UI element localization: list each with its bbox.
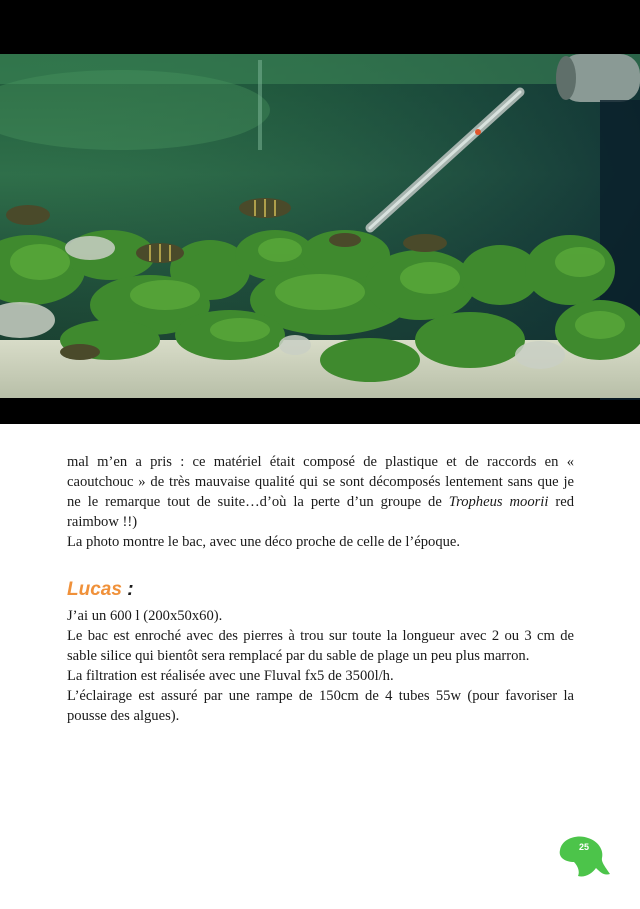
section-line-1: J’ai un 600 l (200x50x60). (67, 608, 223, 624)
section-heading (67, 578, 574, 602)
section-line-4: L’éclairage est assuré par une rampe de 150cm de 4 tubes 55w (pour favoriser la pousse des algues). (67, 688, 574, 724)
paragraph-1 (67, 452, 574, 532)
section-line-2: Le bac est enroché avec des pierres à trou sur toute la longueur avec 2 ou 3 cm de sable silice qui bientôt sera remplacé par du sable de plage un peu plus marron. (67, 628, 574, 664)
section-heading-colon: : (121, 579, 134, 600)
fish-logo-icon (556, 832, 612, 882)
page-number: 25 (578, 842, 589, 852)
section-line-3: La filtration est réalisée avec une Fluval fx5 de 3500l/h. (67, 668, 394, 684)
article-body (67, 452, 574, 726)
paragraph-1-end: red raimbow !!) (67, 494, 574, 530)
paragraph-1-text: mal m’en a pris : ce matériel était composé de plastique et de raccords en « caoutchouc » de très mauvaise qualité qui se sont décomposés lentement sans que je ne le remarque tout de suite…d’où la perte d’un groupe de (67, 454, 574, 510)
aquarium-photo (0, 0, 640, 424)
section-heading-name: Lucas (67, 579, 122, 600)
paragraph-2: La photo montre le bac, avec une déco proche de celle de l’époque. (67, 534, 461, 550)
species-name: Tropheus moorii (448, 494, 549, 510)
